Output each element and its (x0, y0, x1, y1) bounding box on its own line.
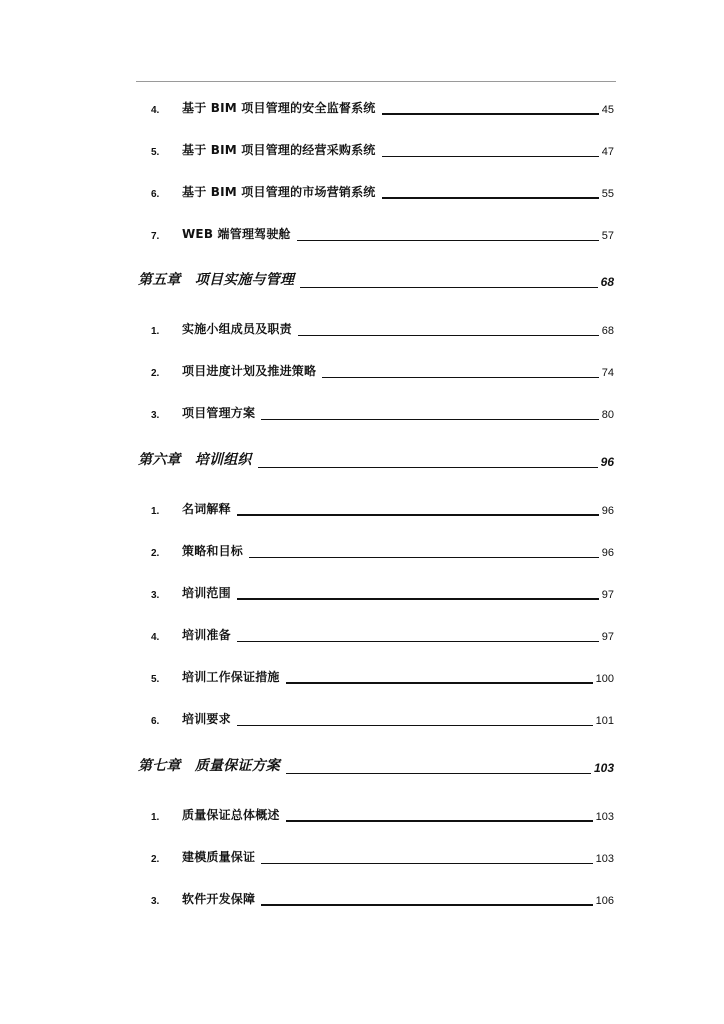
toc-entry-title: 策略和目标 (182, 544, 244, 558)
toc-entry-title: 质量保证总体概述 (182, 808, 280, 822)
toc-entry-row[interactable] (0, 624, 724, 646)
toc-page-number: 55 (601, 188, 614, 200)
toc-entry-title: 建模质量保证 (182, 850, 256, 864)
toc-entry-row[interactable] (0, 223, 724, 245)
toc-entry-number: 3. (151, 896, 160, 907)
toc-leader-line (297, 240, 599, 241)
toc-page-number: 103 (593, 761, 614, 775)
toc-chapter-title: 第五章 项目实施与管理 (138, 272, 295, 288)
toc-chapter-row[interactable] (0, 756, 724, 778)
toc-entry-title: 软件开发保障 (182, 892, 256, 906)
toc-entry-row[interactable] (0, 360, 724, 382)
toc-chapter-row[interactable] (0, 450, 724, 472)
toc-entry-row[interactable] (0, 139, 724, 161)
toc-entry-number: 6. (151, 189, 160, 200)
header-rule (136, 81, 616, 82)
toc-entry-title: 培训范围 (182, 586, 231, 600)
toc-entry-row[interactable] (0, 540, 724, 562)
toc-chapter-row[interactable] (0, 270, 724, 292)
toc-chapter-title: 第六章 培训组织 (138, 452, 252, 468)
toc-entry-title: 项目进度计划及推进策略 (182, 364, 317, 378)
toc-leader-line (261, 904, 593, 906)
toc-entry-title: 项目管理方案 (182, 406, 256, 420)
toc-page-number: 103 (595, 811, 614, 823)
toc-leader-line (237, 725, 593, 726)
toc-leader-line (261, 419, 599, 420)
toc-entry-title: 名词解释 (182, 502, 231, 516)
toc-leader-line (382, 113, 599, 115)
toc-leader-line (382, 197, 599, 199)
toc-page-number: 96 (600, 455, 614, 469)
toc-leader-line (286, 820, 593, 822)
toc-leader-line (298, 335, 599, 336)
toc-entry-row[interactable] (0, 846, 724, 868)
toc-entry-title: 培训准备 (182, 628, 231, 642)
toc-entry-number: 1. (151, 506, 160, 517)
toc-entry-row[interactable] (0, 666, 724, 688)
toc-leader-line (249, 557, 599, 558)
toc-leader-line (258, 467, 598, 468)
toc-entry-title: 培训要求 (182, 712, 231, 726)
toc-entry-number: 5. (151, 674, 160, 685)
toc-entry-number: 2. (151, 854, 160, 865)
toc-page-number: 47 (601, 146, 614, 158)
toc-entry-title: WEB 端管理驾驶舱 (182, 227, 291, 241)
toc-entry-number: 4. (151, 105, 160, 116)
toc-entry-number: 2. (151, 548, 160, 559)
toc-page-number: 101 (595, 715, 614, 727)
toc-entry-number: 6. (151, 716, 160, 727)
toc-entry-row[interactable] (0, 582, 724, 604)
toc-page-number: 96 (601, 547, 614, 559)
toc-entry-title: 培训工作保证措施 (182, 670, 280, 684)
toc-entry-title: 基于 BIM 项目管理的市场营销系统 (182, 185, 376, 199)
toc-page-number: 100 (595, 673, 614, 685)
toc-entry-title: 基于 BIM 项目管理的安全监督系统 (182, 101, 376, 115)
toc-leader-line (382, 156, 599, 157)
toc-entry-number: 7. (151, 231, 160, 242)
toc-entry-row[interactable] (0, 708, 724, 730)
toc-leader-line (322, 377, 599, 378)
toc-entry-number: 2. (151, 368, 160, 379)
toc-leader-line (286, 773, 591, 774)
toc-entry-title: 实施小组成员及职责 (182, 322, 292, 336)
toc-page-number: 96 (601, 505, 614, 517)
toc-entry-row[interactable] (0, 804, 724, 826)
toc-page-number: 97 (601, 631, 614, 643)
toc-entry-number: 5. (151, 147, 160, 158)
toc-page-number: 103 (595, 853, 614, 865)
toc-page-number: 68 (601, 325, 614, 337)
toc-entry-row[interactable] (0, 402, 724, 424)
toc-leader-line (261, 863, 593, 864)
toc-page-number: 57 (601, 230, 614, 242)
toc-leader-line (286, 682, 593, 684)
toc-entry-row[interactable] (0, 181, 724, 203)
toc-entry-number: 1. (151, 812, 160, 823)
toc-entry-number: 4. (151, 632, 160, 643)
toc-page-number: 106 (595, 895, 614, 907)
toc-page-number: 45 (601, 104, 614, 116)
toc-leader-line (237, 514, 599, 516)
toc-leader-line (300, 287, 598, 288)
toc-entry-number: 1. (151, 326, 160, 337)
toc-leader-line (237, 641, 599, 642)
toc-chapter-title: 第七章 质量保证方案 (138, 758, 280, 774)
toc-page-number: 80 (601, 409, 614, 421)
toc-leader-line (237, 598, 599, 600)
toc-entry-title: 基于 BIM 项目管理的经营采购系统 (182, 143, 376, 157)
toc-page-number: 74 (601, 367, 614, 379)
toc-page-number: 68 (600, 275, 614, 289)
toc-entry-row[interactable] (0, 498, 724, 520)
toc-entry-row[interactable] (0, 97, 724, 119)
toc-entry-row[interactable] (0, 318, 724, 340)
toc-entry-number: 3. (151, 590, 160, 601)
toc-page-number: 97 (601, 589, 614, 601)
toc-entry-row[interactable] (0, 888, 724, 910)
toc-entry-number: 3. (151, 410, 160, 421)
